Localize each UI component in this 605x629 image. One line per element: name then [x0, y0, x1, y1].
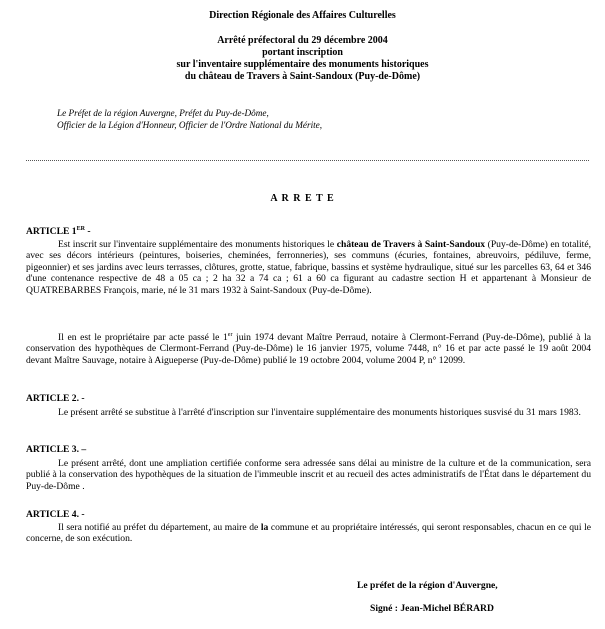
article-1-heading: ARTICLE 1ER -: [26, 226, 91, 237]
article-2-text: Le présent arrêté se substitue à l'arrêté d'inscription sur l'inventaire supplémentaire des monuments historiques susvisé du 31 mars 1983.: [58, 407, 581, 418]
article-1-paragraph-2: Il en est le propriétaire par acte passé le 1er juin 1974 devant Maître Perraud, notaire à Clermont-Ferrand (Puy-de-Dôme), publié à la conservation des hypothèques de Clermont-Ferrand (Puy-de-Dôme) le 16 janvier 1975, volume 7448, n° 16 et par acte passé le 19 août 2004 devant Maître Sauvage, notaire à Aigueperse (Puy-de-Dôme) publié le 19 octobre 2004, volume 2004 P, n° 12099.: [26, 332, 591, 366]
article-4-text: Il sera notifié au préfet du département, au maire de la commune et au propriétaire intéressés, qui seront responsables, chacun en ce qui le concerne, de son exécution.: [26, 522, 591, 545]
direction-header: Direction Régionale des Affaires Culturelles: [209, 10, 396, 21]
portant-inscription: portant inscription: [262, 47, 343, 58]
signature-title: Le préfet de la région d'Auvergne,: [357, 580, 498, 591]
arrete-title: A R R E T E: [270, 193, 335, 204]
chateau-line: du château de Travers à Saint-Sandoux (Puy-de-Dôme): [184, 71, 421, 82]
article-3-text: Le présent arrêté, dont une ampliation certifiée conforme sera adressée sans délai au ministre de la culture et de la communication, sera publié à la conservation des hypothèques de la situation de l'immeuble inscrit et au recueil des actes administratifs de l'État dans le département du Puy-de-Dôme .: [26, 458, 591, 492]
arrete-date: Arrêté préfectoral du 29 décembre 2004: [217, 35, 388, 46]
signature-name: Signé : Jean-Michel BÉRARD: [370, 603, 494, 614]
dotted-separator: [26, 160, 589, 161]
prefet-line-2: Officier de la Légion d'Honneur, Officier de l'Ordre National du Mérite,: [57, 120, 323, 130]
article-3-heading: ARTICLE 3. –: [26, 444, 87, 455]
inventaire-line: sur l'inventaire supplémentaire des monuments historiques: [176, 59, 429, 70]
article-2-heading: ARTICLE 2. -: [26, 393, 85, 404]
prefet-line-1: Le Préfet de la région Auvergne, Préfet du Puy-de-Dôme,: [57, 108, 269, 118]
article-4-heading: ARTICLE 4. -: [26, 509, 85, 520]
article-1-paragraph-1: Est inscrit sur l'inventaire supplémentaire des monuments historiques le château de Travers à Saint-Sandoux (Puy-de-Dôme) en totalité, avec ses décors intérieurs (peintures, boiseries, cheminées, ferronneries), ses communs (écuries, fontaines, abreuvoirs, pédiluve, ferme, pigeonnier) et ses jardins avec leurs terrasses, clôtures, grotte, statue, fabrique, bassins et système hydraulique, situé sur les parcelles 63, 64 et 346 d'une contenance respective de 48 a 05 ca ; 2 ha 32 a 74 ca ; 61 a 60 ca figurant au cadastre section H et appartenant à Monsieur de QUATREBARBES François, marie, né le 31 mars 1932 à Saint-Sandoux (Puy-de-Dôme).: [26, 239, 591, 296]
